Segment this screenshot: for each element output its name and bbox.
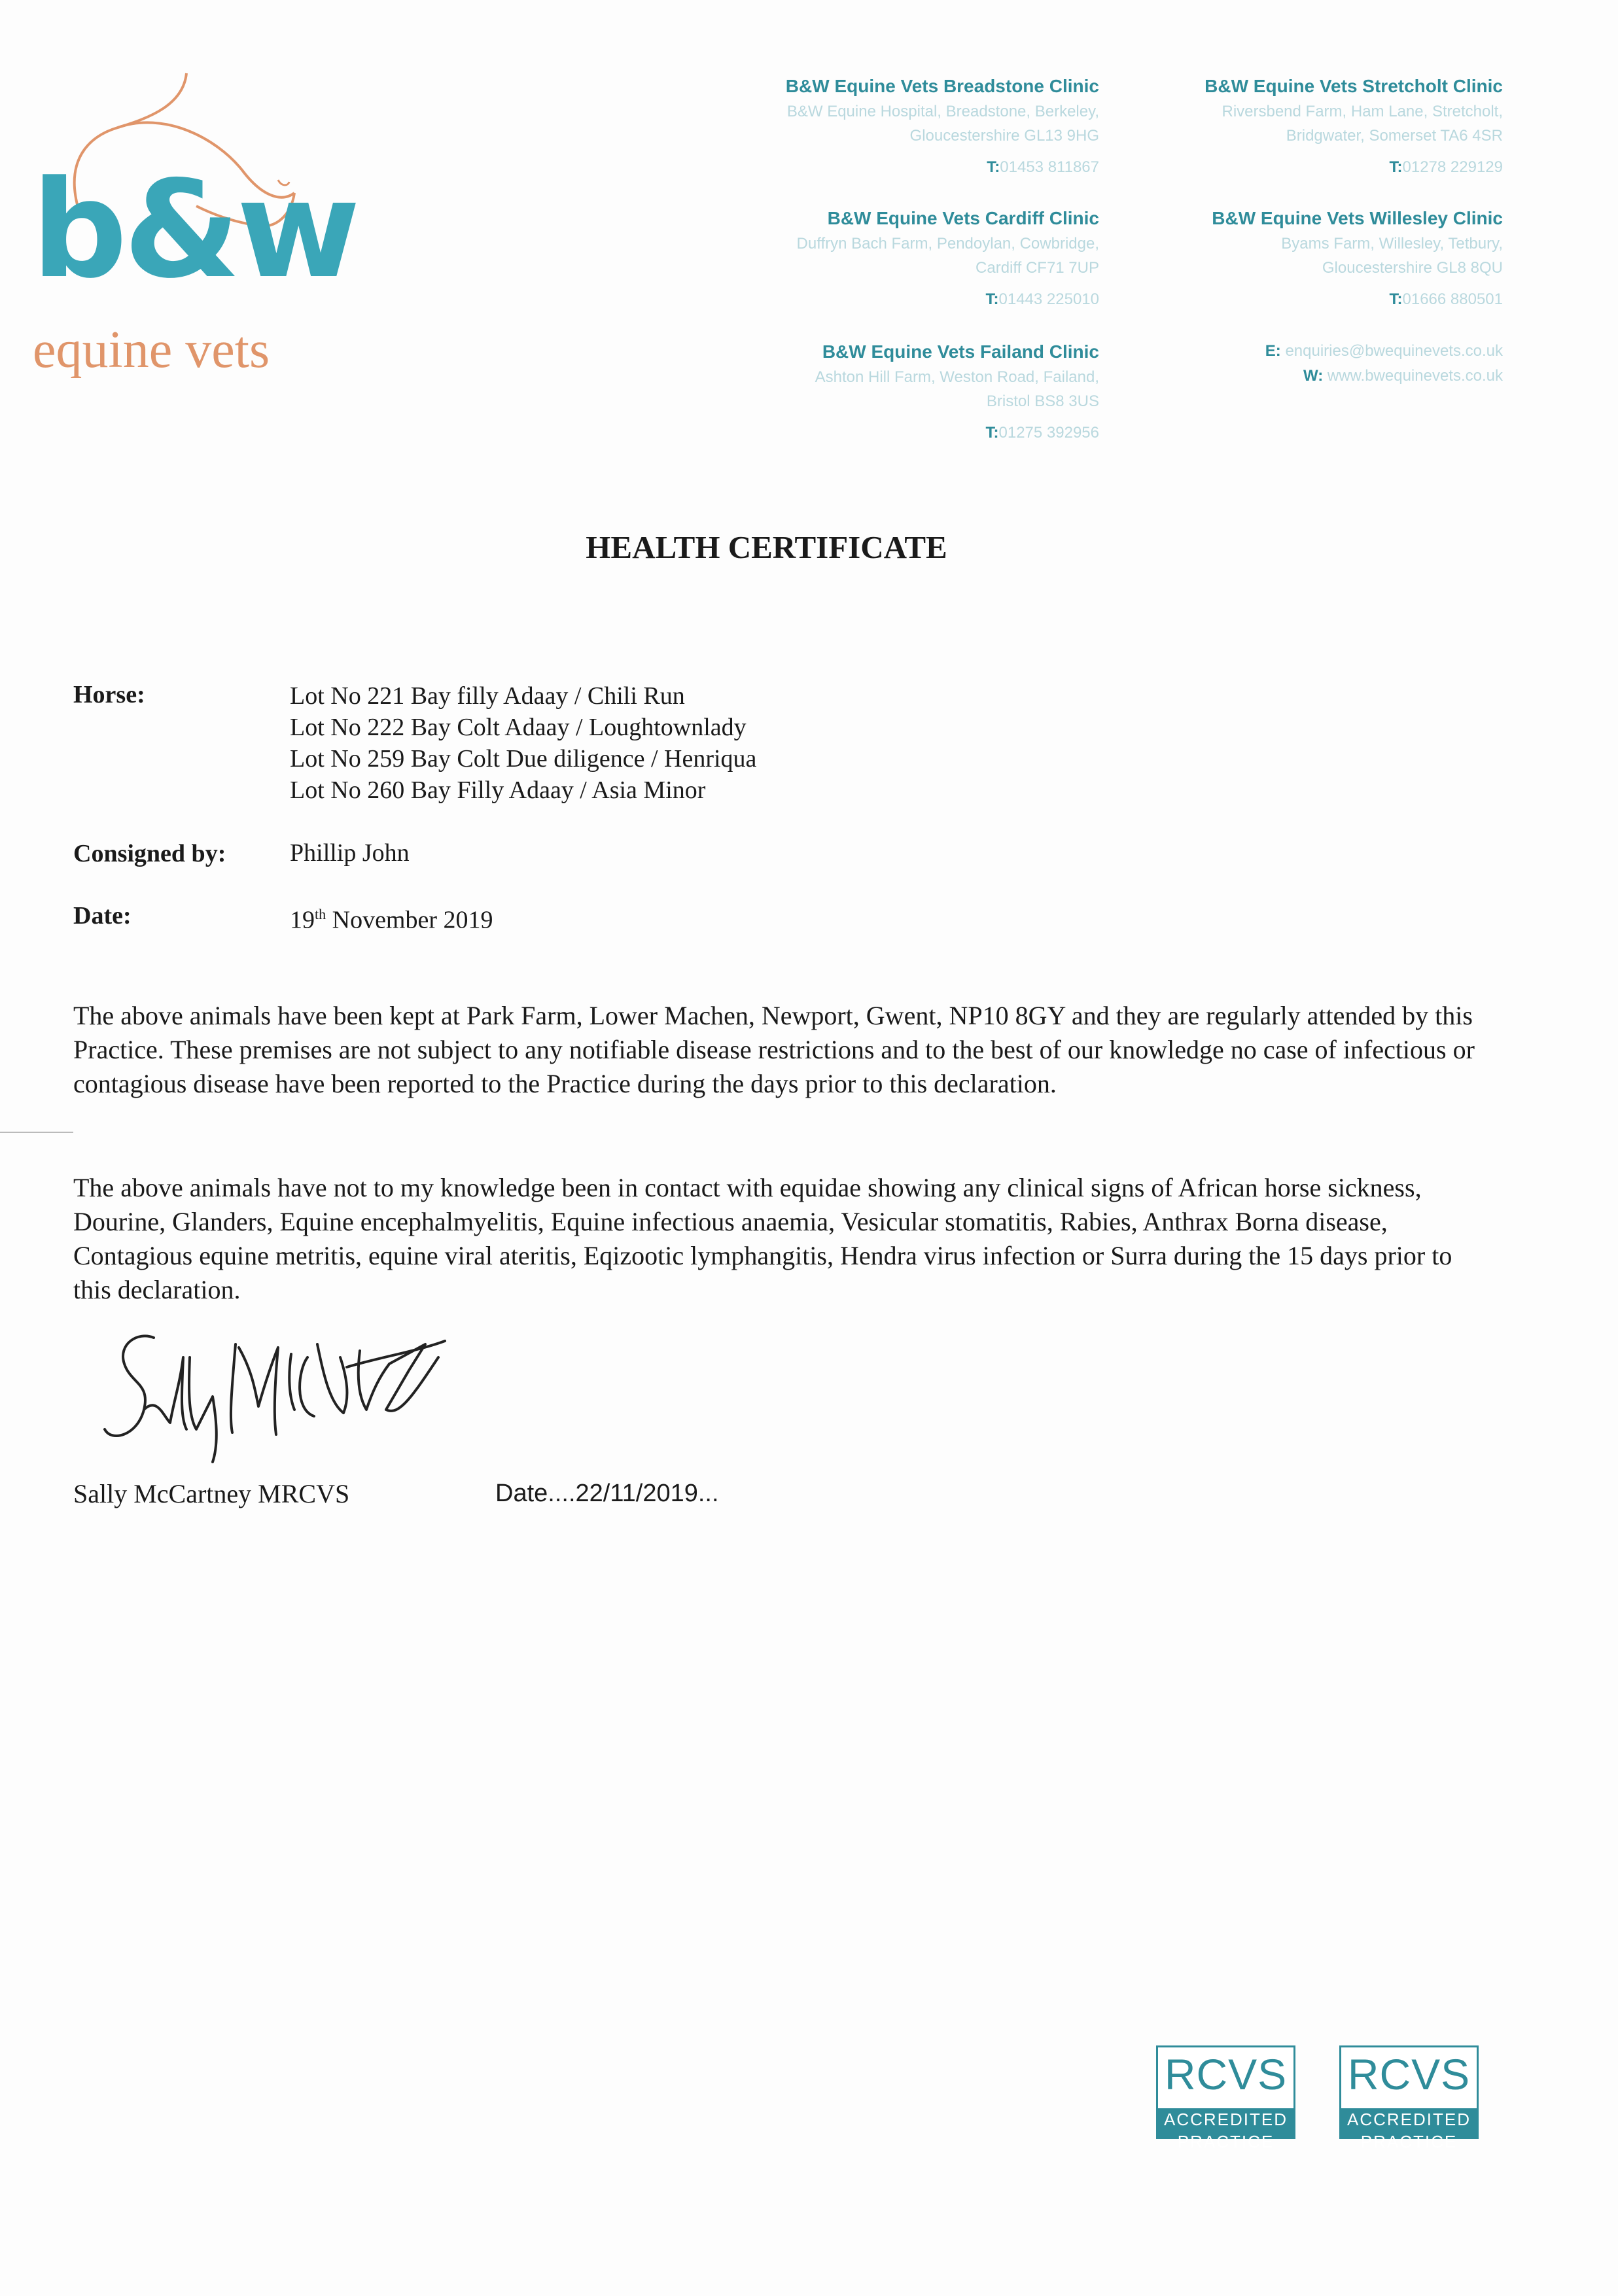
website-link[interactable]: www.bwequinevets.co.uk xyxy=(1327,367,1503,385)
declaration-paragraph: The above animals have not to my knowledge been in contact with equidae showing any clinical signs of African horse sickness, Dourine, Glanders, Equine encephalmyelitis, Equine infectious anaemia, Vesicular stomatitis, Rabies, Anthrax Borna disease, Contagious equine metritis, equine viral ateritis, Eqizootic lymphangitis, Hendra virus infection or Surra during the 15 days prior to this declaration. xyxy=(73,1173,1452,1304)
horse-item: Lot No 221 Bay filly Adaay / Chili Run xyxy=(290,682,685,710)
consigned-value: Phillip John xyxy=(290,839,410,867)
clinic-address-line: Byams Farm, Willesley, Tetbury, xyxy=(1281,235,1503,252)
clinic-name: B&W Equine Vets Breadstone Clinic xyxy=(785,76,1099,96)
clinic-address-line: Cardiff CF71 7UP xyxy=(976,259,1099,277)
clinic-address-line: Riversbend Farm, Ham Lane, Stretcholt, xyxy=(1222,103,1503,120)
website: W: www.bwequinevets.co.uk xyxy=(1303,367,1503,385)
declaration-paragraph: The above animals have been kept at Park Farm, Lower Machen, Newport, Gwent, NP10 8GY and they are regularly attended by this Practice. These premises are not subject to any notifiable disease restrictions and to the best of our knowledge no case of infectious or contagious disease have been reported to the Practice during the days prior to this declaration. xyxy=(73,1001,1475,1098)
clinic-phone: T:01278 229129 xyxy=(1389,158,1503,176)
clinic-name: B&W Equine Vets Failand Clinic xyxy=(822,341,1099,362)
consigned-label: Consigned by: xyxy=(73,840,226,867)
horse-label: Horse: xyxy=(73,681,145,708)
clinic-address-line: Ashton Hill Farm, Weston Road, Failand, xyxy=(815,368,1099,386)
clinic-address-line: Bridgwater, Somerset TA6 4SR xyxy=(1286,127,1503,145)
practice-logo xyxy=(20,65,357,379)
date-value: 19th November 2019 xyxy=(290,906,493,934)
logo-wordmark: b&w xyxy=(31,152,357,308)
clinic-phone: T:01275 392956 xyxy=(985,424,1099,442)
clinic-willesley xyxy=(1212,205,1503,313)
margin-mark xyxy=(0,1132,73,1133)
horse-item: Lot No 222 Bay Colt Adaay / Loughtownlady xyxy=(290,714,747,741)
clinic-address-line: Bristol BS8 3US xyxy=(986,392,1099,410)
clinic-stretcholt xyxy=(1205,73,1503,181)
horse-item: Lot No 259 Bay Colt Due diligence / Henriqua xyxy=(290,745,757,773)
horse-item: Lot No 260 Bay Filly Adaay / Asia Minor xyxy=(290,776,706,804)
clinic-cardiff xyxy=(797,205,1099,313)
clinic-address-line: Gloucestershire GL13 9HG xyxy=(909,127,1099,145)
rcvs-badge: RCVS ACCREDITED PRACTICE xyxy=(1156,2045,1295,2139)
clinic-address-line: Gloucestershire GL8 8QU xyxy=(1322,259,1503,277)
contact-block xyxy=(1265,339,1503,389)
clinic-name: B&W Equine Vets Stretcholt Clinic xyxy=(1205,76,1503,96)
signer-name: Sally McCartney MRCVS xyxy=(73,1479,350,1508)
page-title: HEALTH CERTIFICATE xyxy=(586,529,947,565)
clinic-name: B&W Equine Vets Cardiff Clinic xyxy=(827,208,1099,228)
email: E: enquiries@bwequinevets.co.uk xyxy=(1265,342,1503,360)
signature-date: Date....22/11/2019... xyxy=(495,1480,719,1507)
handwritten-signature xyxy=(98,1318,451,1469)
date-label: Date: xyxy=(73,902,132,930)
clinic-name: B&W Equine Vets Willesley Clinic xyxy=(1212,208,1503,228)
clinic-address-line: B&W Equine Hospital, Breadstone, Berkeley, xyxy=(786,103,1099,120)
clinic-phone: T:01453 811867 xyxy=(987,158,1099,176)
clinic-address-line: Duffryn Bach Farm, Pendoylan, Cowbridge, xyxy=(796,235,1099,252)
logo-subtitle: equine vets xyxy=(33,321,270,379)
clinic-phone: T:01443 225010 xyxy=(985,290,1099,308)
clinic-phone: T:01666 880501 xyxy=(1389,290,1503,308)
rcvs-badge: RCVS ACCREDITED PRACTICE xyxy=(1339,2045,1479,2139)
horse-list xyxy=(290,680,756,806)
clinic-failand xyxy=(815,339,1099,446)
email-link[interactable]: enquiries@bwequinevets.co.uk xyxy=(1285,342,1503,360)
clinic-breadstone xyxy=(786,73,1099,181)
